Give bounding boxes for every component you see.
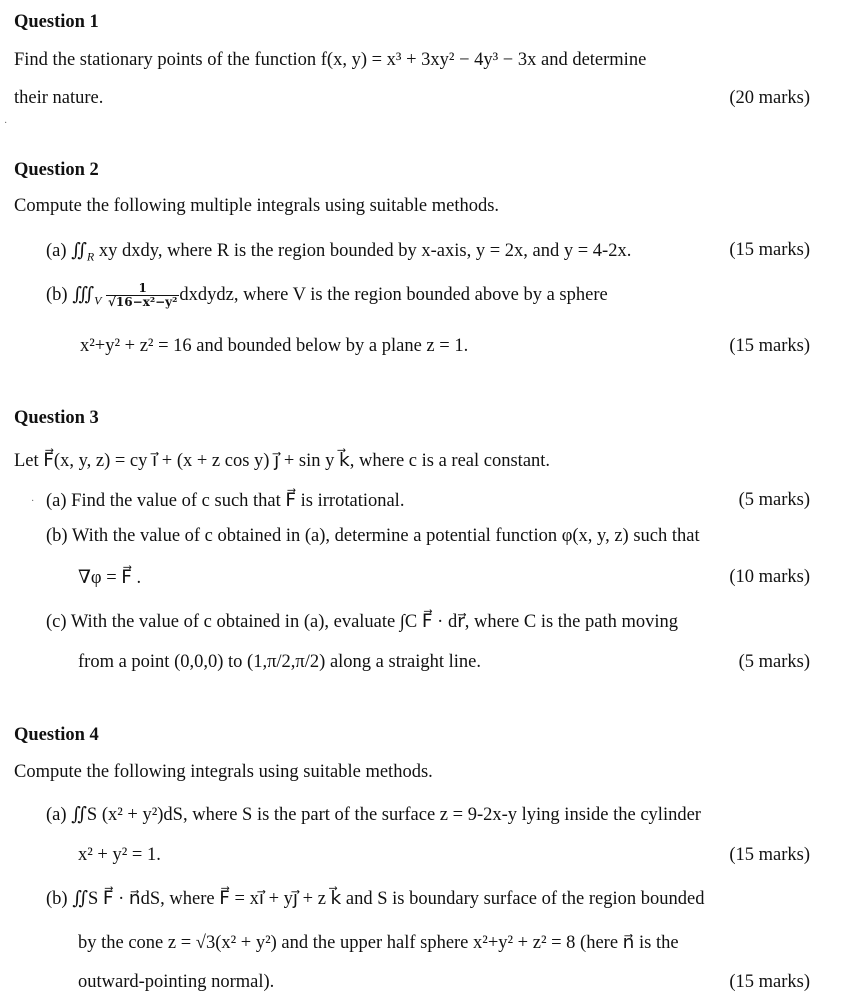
q4-intro: Compute the following integrals using suitable methods. — [14, 762, 433, 782]
stray-dot-2: · — [31, 496, 35, 507]
q4b-marks: (15 marks) — [729, 972, 810, 992]
q2b-denominator: √16−x²−y² — [108, 295, 178, 310]
q2a-prefix: (a) ∬ — [46, 241, 87, 261]
q2b-subscript: V — [94, 293, 102, 308]
stray-dot: · — [4, 118, 8, 129]
q3b-marks: (10 marks) — [729, 567, 810, 587]
q2a-subscript: R — [86, 249, 95, 264]
q2b-text: dxdydz, where V is the region bounded above by a sphere — [179, 284, 608, 305]
q1-text-line2: their nature. — [14, 88, 104, 108]
q2b-marks: (15 marks) — [729, 336, 810, 356]
q3b-line2: ∇φ = F⃗ . — [78, 568, 142, 588]
q3c-line1: (c) With the value of c obtained in (a), evaluate ∫C F⃗ · dr⃗, where C is the path moving — [46, 612, 679, 632]
q2a-line — [46, 240, 631, 265]
q4b-line3: outward-pointing normal). — [78, 972, 275, 992]
q1-marks: (20 marks) — [729, 88, 810, 108]
q3c-line2: from a point (0,0,0) to (1,π/2,π/2) along a straight line. — [78, 652, 481, 672]
question-1-title: Question 1 — [14, 12, 99, 32]
q2a-text: xy dxdy, where R is the region bounded by x-axis, y = 2x, and y = 4-2x. — [94, 241, 632, 261]
question-3-title: Question 3 — [14, 408, 99, 428]
q2a-marks: (15 marks) — [729, 240, 810, 260]
q2-intro: Compute the following multiple integrals using suitable methods. — [14, 196, 500, 216]
q2b-line2: x²+y² + z² = 16 and bounded below by a plane z = 1. — [80, 336, 469, 356]
q4a-line2: x² + y² = 1. — [78, 845, 161, 865]
q4a-marks: (15 marks) — [729, 845, 810, 865]
q2b-prefix: (b) ∭ — [46, 284, 95, 305]
q4a-line1: (a) ∬S (x² + y²)dS, where S is the part of the surface z = 9-2x-y lying inside the cylinder — [46, 805, 701, 825]
q3c-marks: (5 marks) — [738, 652, 810, 672]
q3-intro: Let F⃗(x, y, z) = cy ı⃗ + (x + z cos y) ȷ⃗ + sin y k⃗, where c is a real constant. — [14, 451, 551, 471]
question-4-title: Question 4 — [14, 725, 99, 745]
q2b-fraction — [106, 282, 179, 309]
q3a-marks: (5 marks) — [738, 490, 810, 510]
q1-text-line1: Find the stationary points of the function f(x, y) = x³ + 3xy² − 4y³ − 3x and determine — [14, 50, 647, 70]
q3b-line1: (b) With the value of c obtained in (a), determine a potential function φ(x, y, z) such that — [46, 526, 700, 546]
question-2-title: Question 2 — [14, 160, 99, 180]
q3a-line: (a) Find the value of c such that F⃗ is irrotational. — [46, 491, 405, 511]
q4b-line1: (b) ∬S F⃗ · n⃗dS, where F⃗ = xı⃗ + yȷ⃗ + z k⃗ and S is boundary surface of the region bounded — [46, 889, 705, 909]
q2b-numerator: 1 — [106, 282, 179, 296]
q2b-line1 — [46, 282, 608, 309]
q4b-line2: by the cone z = √3(x² + y²) and the upper half sphere x²+y² + z² = 8 (here n⃗ is the — [78, 933, 679, 953]
